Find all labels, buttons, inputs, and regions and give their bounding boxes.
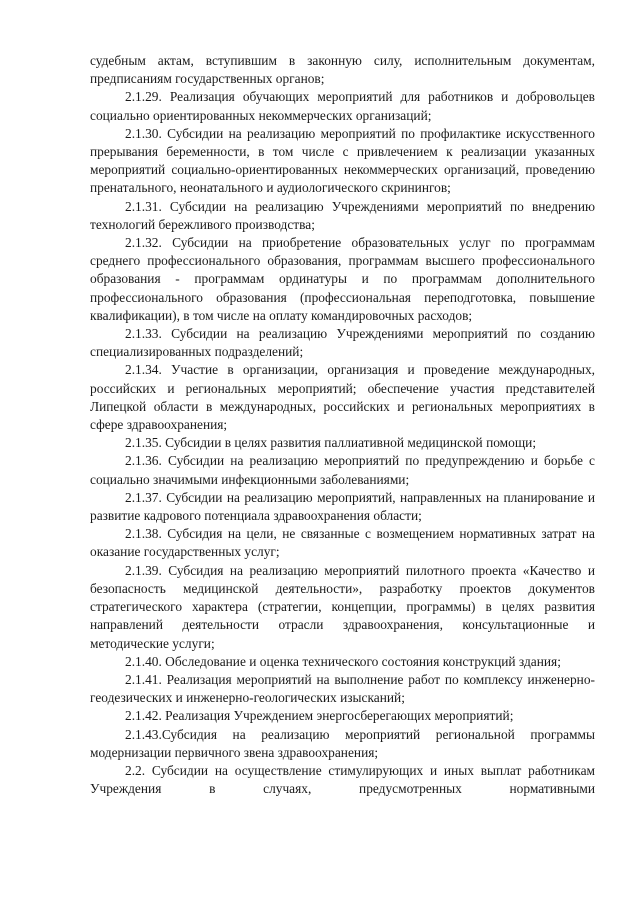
paragraph-2-1-30: 2.1.30. Субсидии на реализацию мероприятий по профилактике искусственного прерывания беременности, в том числе с привлечением к реализации указанных мероприятий социально-ориентированных некоммерческих организаций, проведению пренатального, неонатального и аудиологического скринингов; xyxy=(90,125,595,196)
document-page xyxy=(90,52,595,798)
paragraph-2-1-41: 2.1.41. Реализация мероприятий на выполнение работ по комплексу инженерно-геодезических и инженерно-геологических изысканий; xyxy=(90,671,595,706)
paragraph-2-1-29: 2.1.29. Реализация обучающих мероприятий для работников и добровольцев социально ориентированных некоммерческих организаций; xyxy=(90,89,595,123)
paragraph-2-1-32: 2.1.32. Субсидии на приобретение образовательных услуг по программам среднего профессионального образования, программам высшего профессионального образования - программам ординатуры и по программам дополнительного профессионального образования (профессиональная переподготовка, повышение квалификации), в том числе на оплату командировочных расходов; xyxy=(90,235,595,323)
paragraph-2-1-43: 2.1.43.Субсидия на реализацию мероприятий региональной программы модернизации первичного звена здравоохранения; xyxy=(90,726,595,760)
paragraph-2-1-39: 2.1.39. Субсидия на реализацию мероприятий пилотного проекта «Качество и безопасность медицинской деятельности», разработку проектов документов стратегического характера (стратегии, концепции, программы) в целях развития направлений деятельности отрасли здравоохранения, консультационные и методические услуги; xyxy=(90,562,595,651)
paragraph-2-1-37: 2.1.37. Субсидии на реализацию мероприятий, направленных на планирование и развитие кадрового потенциала здравоохранения области; xyxy=(90,489,595,524)
paragraph-2-1-38: 2.1.38. Субсидия на цели, не связанные с возмещением нормативных затрат на оказание государственных услуг; xyxy=(90,526,595,560)
paragraph-2-2: 2.2. Субсидии на осуществление стимулирующих и иных выплат работникам Учреждения в случаях, предусмотренных нормативными xyxy=(90,762,595,797)
paragraph-continuation: судебным актам, вступившим в законную силу, исполнительным документам, предписаниям государственных органов; xyxy=(90,53,595,87)
paragraph-2-1-35: 2.1.35. Субсидии в целях развития паллиативной медицинской помощи; xyxy=(125,435,537,451)
paragraph-2-1-33: 2.1.33. Субсидии на реализацию Учреждениями мероприятий по созданию специализированных подразделений; xyxy=(90,326,595,360)
paragraph-2-1-40: 2.1.40. Обследование и оценка технического состояния конструкций здания; xyxy=(125,653,561,669)
paragraph-2-1-42: 2.1.42. Реализация Учреждением энергосберегающих мероприятий; xyxy=(125,708,514,724)
paragraph-2-1-31: 2.1.31. Субсидии на реализацию Учреждениями мероприятий по внедрению технологий бережливого производства; xyxy=(90,198,595,232)
paragraph-2-1-34: 2.1.34. Участие в организации, организация и проведение международных, российских и региональных мероприятий; обеспечение участия представителей Липецкой области в международных, российских и региональных мероприятиях в сфере здравоохранения; xyxy=(90,362,595,433)
paragraph-2-1-36: 2.1.36. Субсидии на реализацию мероприятий по предупреждению и борьбе с социально значимыми инфекционными заболеваниями; xyxy=(90,453,595,487)
